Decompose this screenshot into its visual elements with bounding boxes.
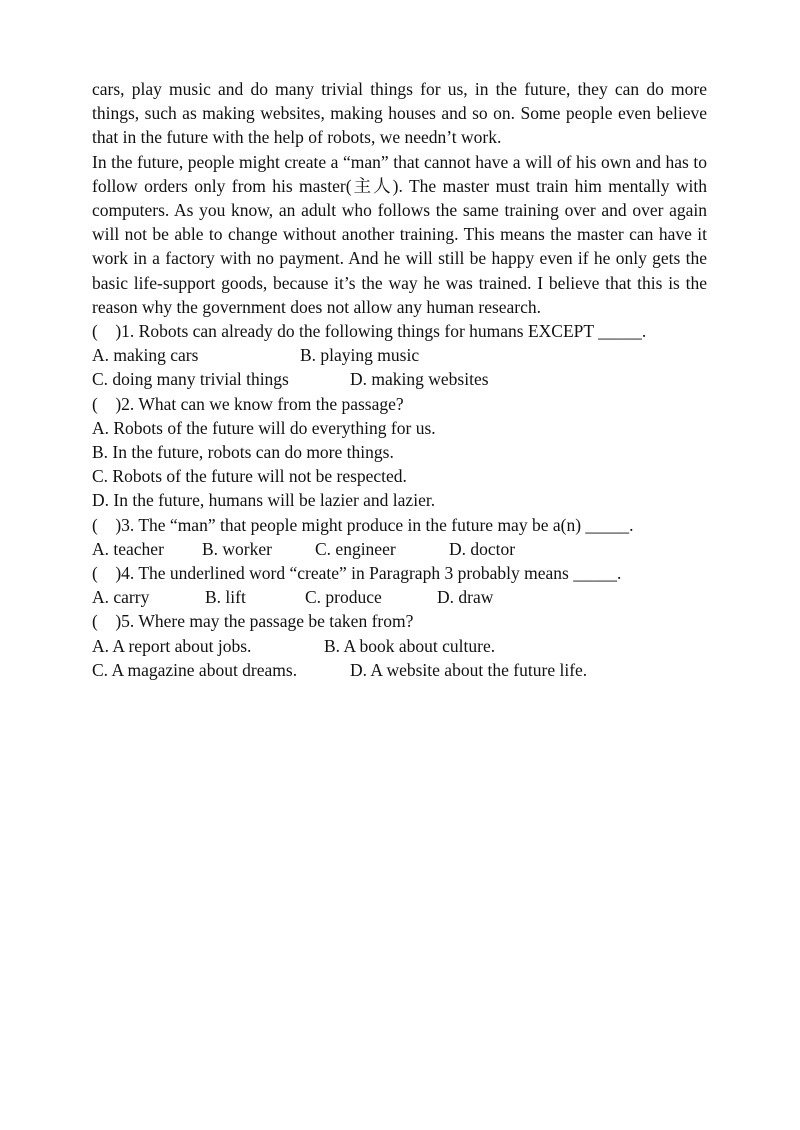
option-b: B. lift <box>205 587 246 608</box>
option-a: A. Robots of the future will do everything for us. <box>92 417 436 438</box>
options-row <box>92 634 707 658</box>
option-b: B. In the future, robots can do more things. <box>92 442 394 463</box>
option-a: A. teacher <box>92 538 164 559</box>
question-stem: ( )4. The underlined word “create” in Paragraph 3 probably means _____. <box>92 563 622 584</box>
question-1 <box>92 319 707 392</box>
passage-paragraph-2: In the future, people might create a “man” that cannot have a will of his own and has to follow orders only from his master(主人). The master must train him mentally with computers. As you know, an adult who follows the same training over and over again will not be able to change without another training. This means the master can have it work in a factory with no payment. And he will still be happy even if he only gets the basic life-support goods, because it’s the way he was trained. I believe that this is the reason why the government does not allow any human research. <box>92 151 707 317</box>
option-c: C. engineer <box>315 538 396 559</box>
passage-paragraph-1: cars, play music and do many trivial things for us, in the future, they can do more things, such as making websites, making houses and so on. Some people even believe that in the future with the help of robots, we needn’t work. <box>92 79 707 148</box>
option-c: C. produce <box>305 587 382 608</box>
option-d: D. A website about the future life. <box>350 659 588 680</box>
option-b: B. worker <box>202 538 272 559</box>
question-2 <box>92 392 707 513</box>
options-row <box>92 585 707 609</box>
question-stem: ( )5. Where may the passage be taken from? <box>92 611 414 632</box>
option-b: B. A book about culture. <box>324 635 496 656</box>
option-d: D. draw <box>437 587 494 608</box>
options-row <box>92 537 707 561</box>
options-row <box>92 658 707 682</box>
option-a: A. A report about jobs. <box>92 635 252 656</box>
option-c: C. A magazine about dreams. <box>92 659 298 680</box>
option-d: D. making websites <box>350 369 489 390</box>
options-row <box>92 367 707 391</box>
question-3 <box>92 513 707 561</box>
option-c: C. Robots of the future will not be respected. <box>92 466 407 487</box>
question-stem: ( )3. The “man” that people might produce in the future may be a(n) _____. <box>92 514 634 535</box>
options-row <box>92 343 707 367</box>
document-page <box>92 77 707 682</box>
question-stem: ( )2. What can we know from the passage? <box>92 393 404 414</box>
question-5 <box>92 609 707 682</box>
question-stem: ( )1. Robots can already do the following things for humans EXCEPT _____. <box>92 321 647 342</box>
question-4 <box>92 561 707 609</box>
option-a: A. carry <box>92 587 150 608</box>
option-b: B. playing music <box>300 345 420 366</box>
option-c: C. doing many trivial things <box>92 369 289 390</box>
option-d: D. doctor <box>449 538 516 559</box>
option-a: A. making cars <box>92 345 199 366</box>
option-d: D. In the future, humans will be lazier and lazier. <box>92 490 436 511</box>
